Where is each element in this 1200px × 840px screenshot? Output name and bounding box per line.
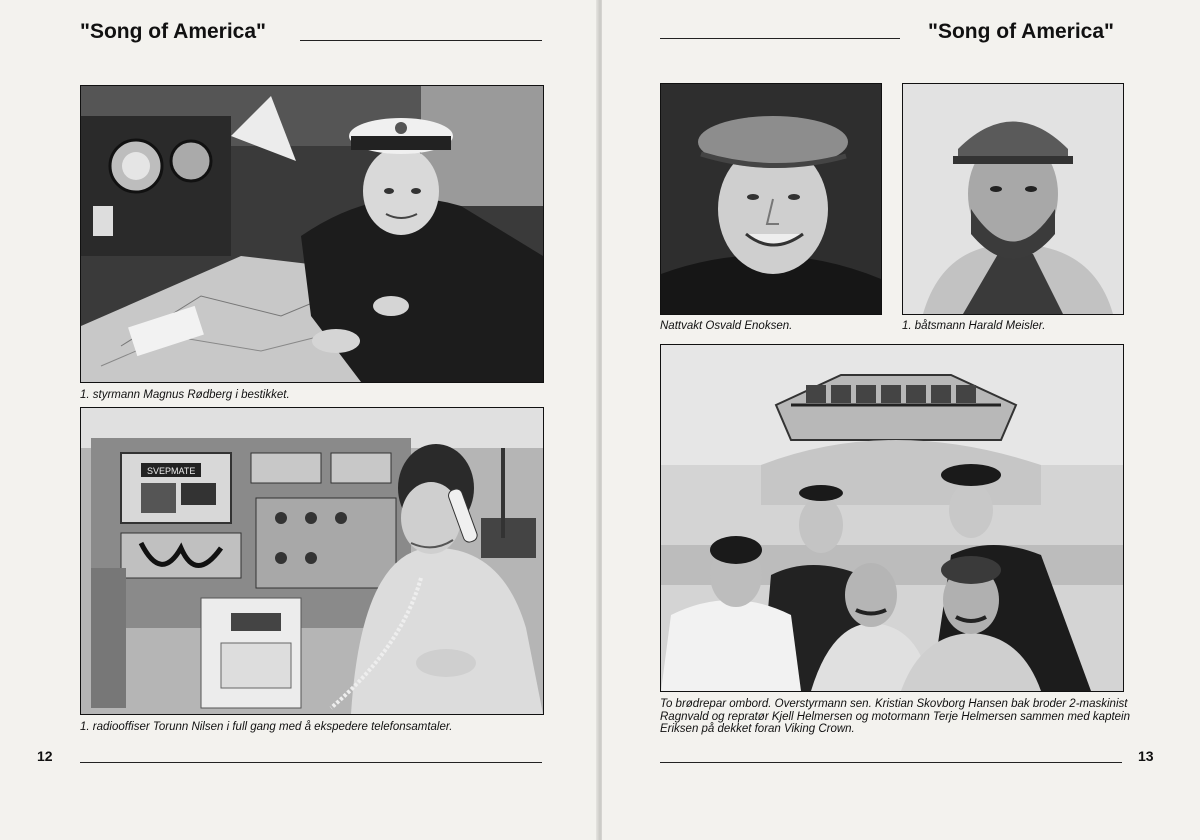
photo-radio-officer (80, 407, 544, 715)
left-footer-rule (80, 762, 542, 763)
caption-crew-group: To brødrepar ombord. Overstyrmann sen. Kristian Skovborg Hansen bak broder 2-maskinist Ragnvald og repratør Kjell Helmersen og motormann Terje Helmersen sammen med kaptein Eriksen på dekket foran Viking Crown. (660, 698, 1131, 735)
caption-night-watchman: Nattvakt Osvald Enoksen. (660, 320, 793, 332)
photo-navigation-officer (80, 85, 544, 383)
photo-boatswain (902, 83, 1124, 315)
photo-radio-officer-image (81, 408, 543, 714)
left-page-number: 12 (37, 748, 53, 764)
photo-crew-group (660, 344, 1124, 692)
photo-crew-group-image (661, 345, 1123, 691)
right-page-number: 13 (1138, 748, 1154, 764)
right-header-rule (660, 38, 900, 39)
caption-boatswain: 1. båtsmann Harald Meisler. (902, 320, 1046, 332)
right-footer-rule (660, 762, 1122, 763)
right-header-title: "Song of America" (928, 20, 1114, 43)
left-page (0, 0, 598, 840)
right-page (602, 0, 1200, 840)
photo-night-watchman-image (661, 84, 881, 314)
photo-night-watchman (660, 83, 882, 315)
left-header-title: "Song of America" (80, 20, 266, 43)
caption-navigation-officer: 1. styrmann Magnus Rødberg i bestikket. (80, 389, 290, 401)
left-header-rule (300, 40, 542, 41)
radio-panel-label: SVEPMATE (147, 466, 196, 476)
caption-radio-officer: 1. radiooffiser Torunn Nilsen i full gang med å ekspedere telefonsamtaler. (80, 721, 453, 733)
photo-navigation-officer-image (81, 86, 543, 382)
photo-boatswain-image (903, 84, 1123, 314)
